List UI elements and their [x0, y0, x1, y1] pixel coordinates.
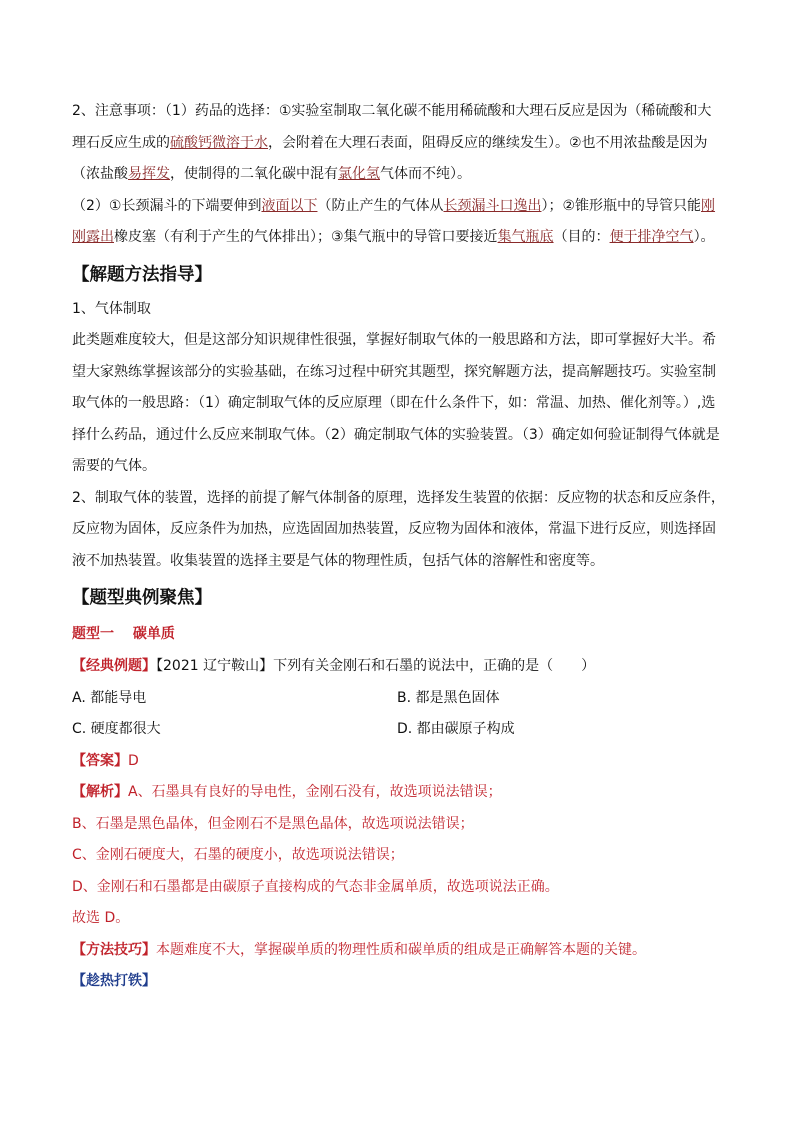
options-row-1: [72, 683, 724, 715]
method-p2-line-3: 液不加热装置。收集装置的选择主要是气体的物理性质，包括气体的溶解性和密度等。: [72, 552, 604, 569]
notes-line-5: [72, 222, 724, 254]
practice-tag: 【趁热打铁】: [72, 973, 156, 989]
text-run: （浓盐酸: [72, 166, 128, 182]
answer-line: [72, 746, 724, 778]
method-tip-text: 本题难度不大，掌握碳单质的物理性质和碳单质的组成是正确解答本题的关键。: [156, 941, 646, 958]
underlined-answer: 氯化氢: [338, 166, 380, 182]
underlined-answer: 刚: [701, 197, 716, 214]
text-run: 橡皮塞（有利于产生的气体排出）；③集气瓶中的导管口要接近: [114, 229, 498, 245]
analysis-line-5: 故选 D。: [72, 910, 130, 926]
text-run: 2、注意事项：（1）药品的选择：①实验室制取二氧化碳不能用稀硫酸和大理石反应是因为（稀硫酸和大: [72, 103, 712, 119]
method-p1-line-1: 此类题难度较大，但是这部分知识规律性很强，掌握好制取气体的一般思路和方法，即可掌握好大半。希: [72, 332, 716, 348]
document-page: [72, 96, 724, 998]
analysis-line-4: D、金刚石和石墨都是由碳原子直接构成的气态非金属单质，故选项说法正确。: [72, 878, 559, 895]
notes-line-1: [72, 96, 724, 128]
analysis-line-1: [72, 777, 724, 809]
option-c: C. 硬度都很大: [72, 721, 161, 737]
method-p1-line-5: 需要的气体。: [72, 458, 156, 474]
question-text: 【2021 辽宁鞍山】下列有关金刚石和石墨的说法中，正确的是（ ）: [156, 658, 596, 674]
analysis-tag: 【解析】: [72, 784, 128, 800]
underlined-answer: 易挥发: [128, 166, 170, 182]
option-d: D. 都由碳原子构成: [397, 721, 515, 737]
question-type-title: 题型一 碳单质: [72, 626, 175, 642]
underlined-answer: 刚露出: [72, 229, 114, 245]
analysis-text: A、石墨具有良好的导电性，金刚石没有，故选项说法错误；: [128, 784, 502, 800]
classic-example-tag: 【经典例题】: [72, 658, 156, 674]
option-a: A. 都能导电: [72, 689, 147, 706]
notes-section: [72, 96, 724, 254]
text-run: ）。: [693, 229, 715, 245]
method-heading: 【解题方法指导】: [72, 264, 212, 285]
underlined-answer: 长颈漏斗口逸出: [443, 197, 542, 214]
method-tip-tag: 【方法技巧】: [72, 941, 156, 958]
underlined-answer: 硫酸钙微溶于水: [170, 134, 268, 151]
question-line: [72, 651, 724, 683]
underlined-answer: 液面以下: [261, 197, 318, 214]
text-run: （目的：: [553, 229, 610, 245]
method-p1-line-2: 望大家熟练掌握该部分的实验基础，在练习过程中研究其题型，探究解题方法，提高解题技巧。实验室制: [72, 363, 716, 380]
text-run: （防止产生的气体从: [317, 197, 444, 214]
analysis-line-2: B、石墨是黑色晶体，但金刚石不是黑色晶体，故选项说法错误；: [72, 815, 474, 832]
options-row-2: [72, 714, 724, 746]
text-run: 气体而不纯）。: [380, 166, 471, 182]
text-run: ）；②锥形瓶中的导管只能: [541, 197, 702, 214]
underlined-answer: 集气瓶底: [497, 229, 554, 245]
examples-heading: 【题型典例聚焦】: [72, 588, 212, 608]
text-run: 理石反应生成的: [72, 134, 170, 151]
notes-line-4: [72, 191, 724, 223]
tip-line: [72, 935, 724, 967]
analysis-line-3: C、金刚石硬度大，石墨的硬度小，故选项说法错误；: [72, 847, 404, 863]
method-p1-line-4: 择什么药品，通过什么反应来制取气体。（2）确定制取气体的实验装置。（3）确定如何验证制得气体就是: [72, 426, 720, 443]
option-b: B. 都是黑色固体: [397, 689, 500, 706]
method-p1-line-3: 取气体的一般思路：（1）确定制取气体的反应原理（即在什么条件下，如：常温、加热、催化剂等。）,选: [72, 395, 716, 411]
method-p2-line-2: 反应物为固体，反应条件为加热，应选固固加热装置，反应物为固体和液体，常温下进行反应，则选择固: [72, 521, 716, 537]
practice-line: [72, 966, 724, 998]
text-run: ，会附着在大理石表面，阻碍反应的继续发生）。②也不用浓盐酸是因为: [268, 134, 708, 151]
method-subtitle-1: 1、气体制取: [72, 300, 151, 317]
notes-line-3: [72, 159, 724, 191]
underlined-answer: 便于排净空气: [609, 229, 694, 245]
text-run: （2）①长颈漏斗的下端要伸到: [72, 197, 262, 214]
answer-value: D: [128, 752, 139, 769]
notes-line-2: [72, 128, 724, 160]
method-p2-line-1: 2、制取气体的装置，选择的前提了解气体制备的原理，选择发生装置的依据：反应物的状态和反应条件，: [72, 489, 725, 506]
text-run: ，使制得的二氧化碳中混有: [170, 166, 338, 182]
answer-tag: 【答案】: [72, 752, 128, 769]
